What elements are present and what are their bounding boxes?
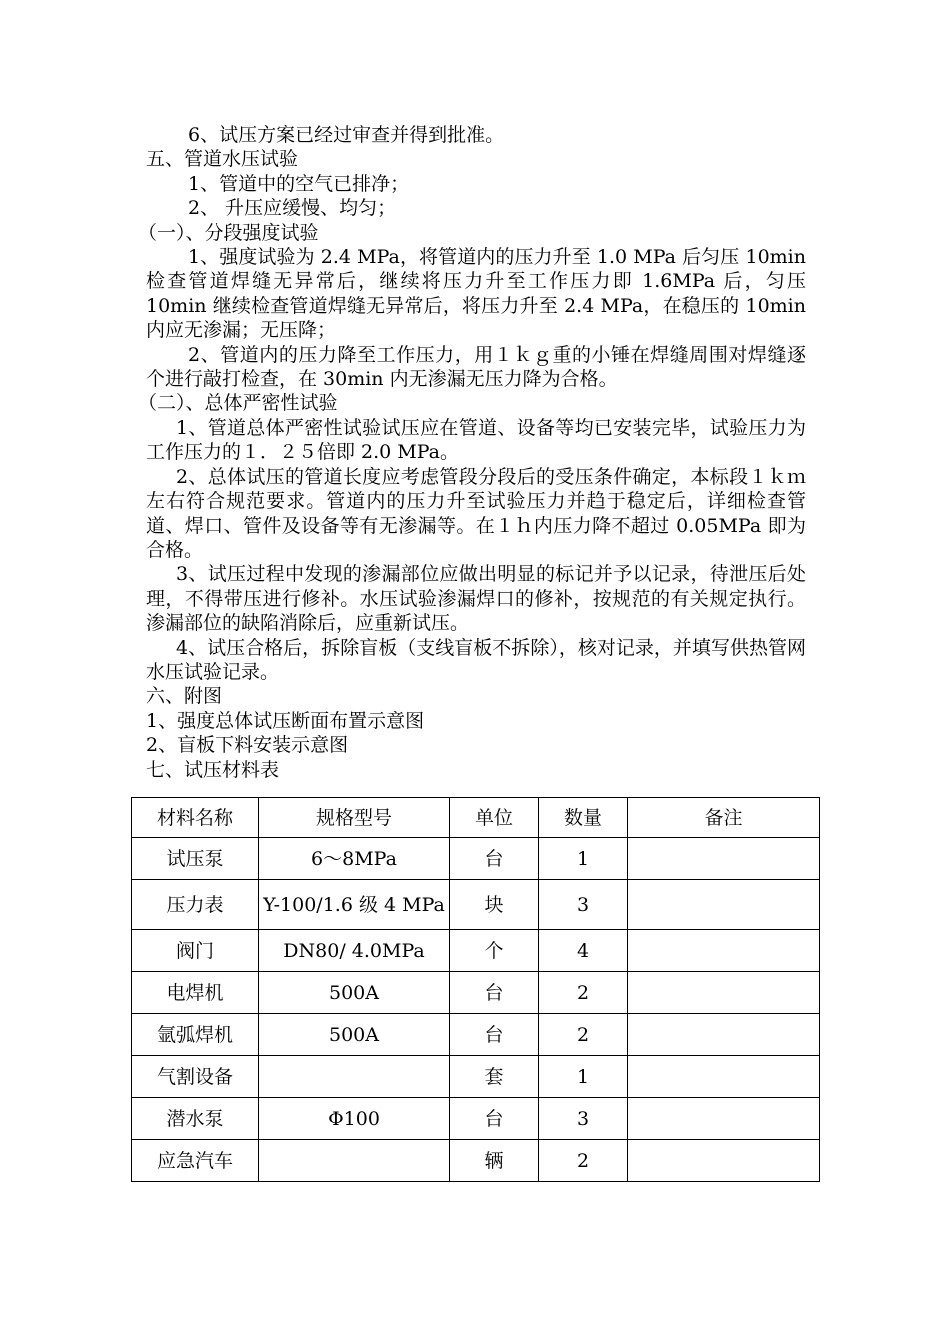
table-cell <box>628 1056 820 1098</box>
materials-table <box>131 797 820 1182</box>
table-cell: 气割设备 <box>132 1056 259 1098</box>
table-cell: 2 <box>539 972 628 1014</box>
table-cell: 6～8MPa <box>259 838 450 880</box>
table-cell: 试压泵 <box>132 838 259 880</box>
subsection-heading: （一）、分段强度试验 <box>138 221 319 244</box>
column-header: 备注 <box>628 798 820 838</box>
table-row <box>132 930 820 972</box>
table-cell: 个 <box>450 930 539 972</box>
section-heading: 五、管道水压试验 <box>146 148 299 171</box>
table-row <box>132 1140 820 1182</box>
table-cell: Φ100 <box>259 1098 450 1140</box>
table-cell: 压力表 <box>132 880 259 930</box>
table-cell: 应急汽车 <box>132 1140 259 1182</box>
table-cell: DN80/ 4.0MPa <box>259 930 450 972</box>
table-cell: 套 <box>450 1056 539 1098</box>
table-cell: 块 <box>450 880 539 930</box>
table-cell: 3 <box>539 1098 628 1140</box>
paragraph: 2、总体试压的管道长度应考虑管段分段后的受压条件确定，本标段１ｋｍ左右符合规范要求。管道内的压力升至试验压力并趋于稳定后，详细检查管道、焊口、管件及设备等有无渗漏等。在１ｈ内压力降不超过 0.05MPa 即为合格。 <box>146 465 806 561</box>
paragraph: 2、管道内的压力降至工作压力，用１ｋｇ重的小锤在焊缝周围对焊缝逐个进行敲打检查，在 30min 内无渗漏无压力降为合格。 <box>146 343 806 391</box>
paragraph: 1、强度总体试压断面布置示意图 <box>146 709 425 732</box>
section-heading: 六、附图 <box>146 685 223 708</box>
table-header-row <box>132 798 820 838</box>
body-text <box>138 123 806 782</box>
column-header: 材料名称 <box>132 798 259 838</box>
table-cell: 辆 <box>450 1140 539 1182</box>
paragraph: 1、强度试验为 2.4 MPa，将管道内的压力升至 1.0 MPa 后匀压 10min 检查管道焊缝无异常后，继续将压力升至工作压力即 1.6MPa 后，匀压 10min 继续检查管道焊缝无异常后，将压力升至 2.4 MPa，在稳压的 10min 内应无渗漏；无压降； <box>146 246 806 342</box>
table-row <box>132 972 820 1014</box>
table-cell: 1 <box>539 1056 628 1098</box>
table-cell: 氩弧焊机 <box>132 1014 259 1056</box>
table-cell: 2 <box>539 1140 628 1182</box>
table-row <box>132 1098 820 1140</box>
table-row <box>132 1014 820 1056</box>
column-header: 数量 <box>539 798 628 838</box>
table-cell: 3 <box>539 880 628 930</box>
table-cell: 1 <box>539 838 628 880</box>
table-cell <box>628 1014 820 1056</box>
table-cell <box>628 880 820 930</box>
paragraph: 4、试压合格后，拆除盲板（支线盲板不拆除），核对记录，并填写供热管网水压试验记录。 <box>146 636 806 683</box>
table-cell: 阀门 <box>132 930 259 972</box>
table-cell: Y-100/1.6 级 4 MPa <box>259 880 450 930</box>
table-cell <box>259 1056 450 1098</box>
paragraph: 1、管道中的空气已排净； <box>188 172 410 195</box>
paragraph: 3、试压过程中发现的渗漏部位应做出明显的标记并予以记录，待泄压后处理，不得带压进行修补。水压试验渗漏焊口的修补，按规范的有关规定执行。渗漏部位的缺陷消除后，应重新试压。 <box>146 563 806 635</box>
table-cell: 2 <box>539 1014 628 1056</box>
column-header: 规格型号 <box>259 798 450 838</box>
table-cell: 台 <box>450 972 539 1014</box>
table-cell <box>628 838 820 880</box>
table-row <box>132 838 820 880</box>
column-header: 单位 <box>450 798 539 838</box>
table-cell: 台 <box>450 838 539 880</box>
table-cell: 台 <box>450 1014 539 1056</box>
section-heading: 七、试压材料表 <box>146 758 280 781</box>
table-row <box>132 1056 820 1098</box>
table-cell: 500A <box>259 1014 450 1056</box>
table-row <box>132 880 820 930</box>
paragraph: 2、盲板下料安装示意图 <box>146 734 349 757</box>
table-cell <box>628 930 820 972</box>
table-cell <box>628 1098 820 1140</box>
paragraph: 6、试压方案已经过审查并得到批准。 <box>188 124 505 146</box>
paragraph: 2、 升压应缓慢、均匀； <box>188 197 397 220</box>
table-cell <box>628 1140 820 1182</box>
table-cell: 潜水泵 <box>132 1098 259 1140</box>
table-cell: 电焊机 <box>132 972 259 1014</box>
table-cell <box>628 972 820 1014</box>
table-cell <box>259 1140 450 1182</box>
subsection-heading: （二）、总体严密性试验 <box>138 392 338 415</box>
table-cell: 台 <box>450 1098 539 1140</box>
table-cell: 4 <box>539 930 628 972</box>
paragraph: 1、管道总体严密性试验试压应在管道、设备等均已安装完毕，试验压力为工作压力的１．２５倍即 2.0 MPa。 <box>146 416 806 464</box>
table-cell: 500A <box>259 972 450 1014</box>
